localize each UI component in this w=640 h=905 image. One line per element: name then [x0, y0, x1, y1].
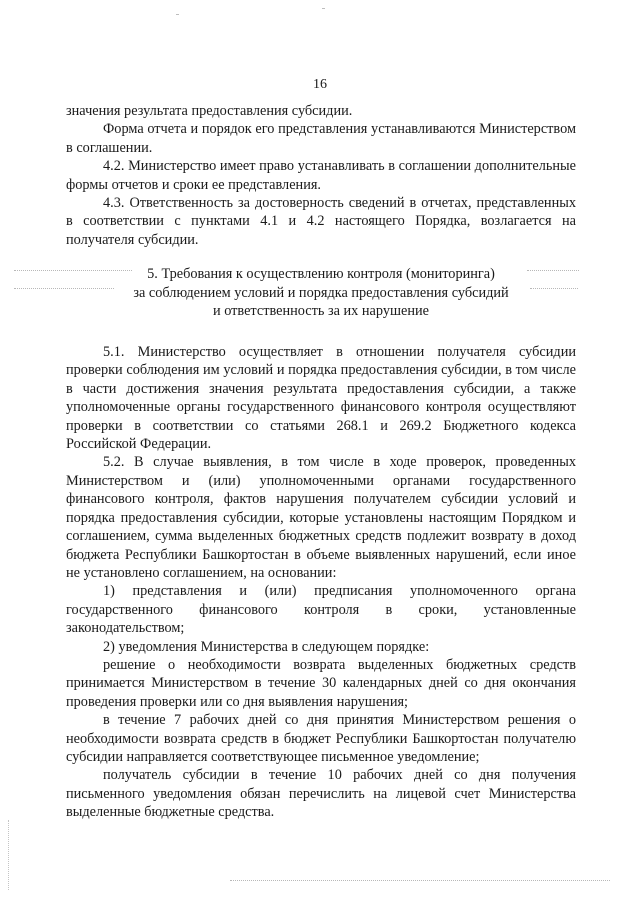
paragraph: получатель субсидии в течение 10 рабочих дней со дня получения письменного уведомления обязан перечислить на лицевой счет Министерства выделенные бюджетные средства. [66, 767, 576, 821]
paragraph: значения результата предоставления субсидии. [66, 103, 353, 119]
paragraph: 5.2. В случае выявления, в том числе в ходе проверок, проведенных Министерством и (или) уполномоченными органами государственного финансового контроля, фактов нарушения получателем субсидии условий и порядка предоставления субсидии, которые установлены настоящим Порядком и соглашением, сумма выделенных бюджетных средств подлежит возврату в доход бюджета Республики Башкортостан в объеме выявленных нарушений, если иное не установлено соглашением, на основании: [66, 454, 576, 581]
document-body [66, 102, 576, 822]
paragraph: 4.2. Министерство имеет право устанавливать в соглашении дополнительные формы отчетов и сроки ее представления. [66, 158, 576, 193]
paragraph: Форма отчета и порядок его представления устанавливаются Министерством в соглашении. [66, 121, 576, 156]
scan-speck [176, 14, 179, 15]
scan-margin-mark [8, 820, 10, 890]
scan-dots-bottom [230, 880, 610, 881]
paragraph: решение о необходимости возврата выделенных бюджетных средств принимается Министерством в течение 30 календарных дней со дня окончания проведения проверки или со дня выявления нарушения; [66, 656, 576, 710]
section-body [66, 343, 576, 822]
paragraph: 5.1. Министерство осуществляет в отношении получателя субсидии проверки соблюдения им условий и порядка предоставления субсидии, в том числе в части достижения значения результата предоставления субсидии, а также уполномоченные органы государственного финансового контроля осуществляют проверки в соответствии со статьями 268.1 и 269.2 Бюджетного кодекса Российской Федерации. [66, 344, 576, 453]
paragraph: в течение 7 рабочих дней со дня принятия Министерством решения о необходимости возврата средств в бюджет Республики Башкортостан получателю субсидии направляется соответствующее письменное уведомление; [66, 712, 576, 765]
section-heading-line: 5. Требования к осуществлению контроля (мониторинга) [147, 266, 495, 283]
section-heading-line: за соблюдением условий и порядка предоставления субсидий [133, 284, 509, 301]
section-heading-line: и ответственность за их нарушение [212, 303, 430, 320]
paragraph: 1) представления и (или) предписания уполномоченного органа государственного финансового контроля в сроки, установленные законодательством; [66, 583, 576, 637]
paragraph: 4.3. Ответственность за достоверность сведений в отчетах, представленных в соответствии с пунктами 4.1 и 4.2 настоящего Порядка, возлагается на получателя субсидии. [66, 195, 576, 248]
scan-speck [322, 8, 325, 9]
section-heading [66, 265, 576, 321]
page-number: 16 [313, 77, 327, 92]
paragraph: 2) уведомления Министерства в следующем порядке: [103, 638, 430, 655]
